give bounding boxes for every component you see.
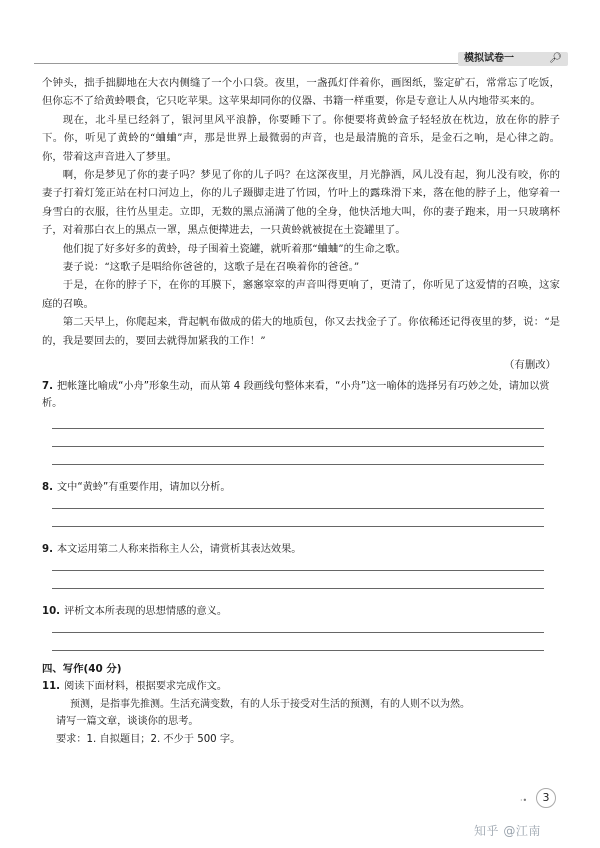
question-number: 8.	[42, 482, 53, 494]
question-text: 本文运用第二人称来指称主人公，请赏析其表达效果。	[56, 544, 302, 556]
passage-paragraph: 妻子说：“这歌子是唱给你爸爸的，这歌子是在召唤着你的爸爸。”	[62, 261, 360, 274]
question-number: 7.	[42, 381, 53, 393]
question-8	[42, 479, 560, 496]
source-note: （有删改）	[504, 359, 556, 372]
passage-paragraph: 啊，你是梦见了你的妻子吗？梦见了你的儿子吗？在这深夜里，月光静洒，风儿没有起，狗儿没有咬，你的妻子打着灯笼正站在村口河边上，你的儿子蹑脚走进了竹园，竹叶上的露珠滑下来，落在他的脖子上，他穿着一身雪白的衣服，往竹丛里走。立即，无数的黑点涌满了他的全身，他快活地大叫，你的妻子跑来，用一只玻璃杯子，对着那白衣上的黑点一罩，黑点便撵进去，一只黄蛉就被捉在土瓷罐里了。	[42, 169, 560, 237]
question-9	[42, 541, 560, 558]
question-number: 9.	[42, 544, 53, 556]
passage-paragraph: 他们捉了好多好多的黄蛉，母子围着土瓷罐，就听着那“蛐蛐”的生命之歌。	[62, 242, 406, 255]
page-dots: ·•	[520, 796, 528, 805]
header-tag-text: 模拟试卷一	[464, 53, 514, 64]
watermark: 知乎 @江南	[474, 824, 541, 838]
question-text: 评析文本所表现的思想情感的意义。	[64, 606, 228, 618]
passage-paragraph: 现在，北斗星已经斜了，银河里风平浪静，你要睡下了。你便要将黄蛉盒子轻轻放在枕边，放在你的脖子下。你，听见了黄蛉的“蛐蛐”声，那是世界上最微弱的声音，也是最清脆的音乐，是金石之响，是心律之韵。你，带着这声音进入了梦里。	[42, 113, 560, 163]
writing-material: 预测，是指事先推测。生活充满变数，有的人乐于接受对生活的预测，有的人则不以为然。	[70, 698, 470, 710]
answer-line[interactable]	[52, 650, 544, 651]
writing-section-title: 四、写作(40 分)	[42, 663, 122, 676]
writing-requirements: 要求：1. 自拟题目；2. 不少于 500 字。	[56, 733, 241, 745]
passage-paragraph: 第二天早上，你爬起来，背起帆布做成的偌大的地质包，你又去找金子了。你依稀还记得夜里的梦，说：“是的，我是要回去的，要回去就得加紧我的工作！”	[42, 316, 560, 347]
writing-instruction: 请写一篇文章，谈谈你的思考。	[56, 716, 199, 728]
magnifier-icon: 🔎︎	[549, 53, 562, 64]
question-text: 把帐篷比喻成“小舟”形象生动，而从第 4 段画线句整体来看，“小舟”这一喻体的选择另有巧妙之处，请加以赏析。	[42, 381, 550, 410]
page-number: 3	[536, 788, 556, 808]
question-number: 10.	[42, 606, 61, 618]
writing-prompt: 阅读下面材料，根据要求完成作文。	[64, 681, 228, 693]
page-content	[42, 74, 560, 748]
passage-paragraph: 于是，在你的脖子下，在你的耳膜下，窸窸窣窣的声音叫得更响了，更清了，你听见了这爱情的召唤，这家庭的召唤。	[42, 279, 560, 310]
passage-paragraph: 个钟头，拙手拙脚地在大衣内侧缝了一个小口袋。夜里，一盏孤灯伴着你，画图纸，鉴定矿石，常常忘了吃饭，但你忘不了给黄蛉喂食，它只吃苹果。这苹果却同你的仪器、书籍一样重要，你是专意让人从内地带买来的。	[42, 77, 560, 108]
question-11	[42, 678, 560, 696]
question-number: 11.	[42, 681, 61, 693]
question-7	[42, 378, 560, 412]
question-10	[42, 603, 560, 620]
header-tag	[458, 52, 568, 66]
question-text: 文中“黄蛉”有重要作用，请加以分析。	[56, 482, 231, 494]
